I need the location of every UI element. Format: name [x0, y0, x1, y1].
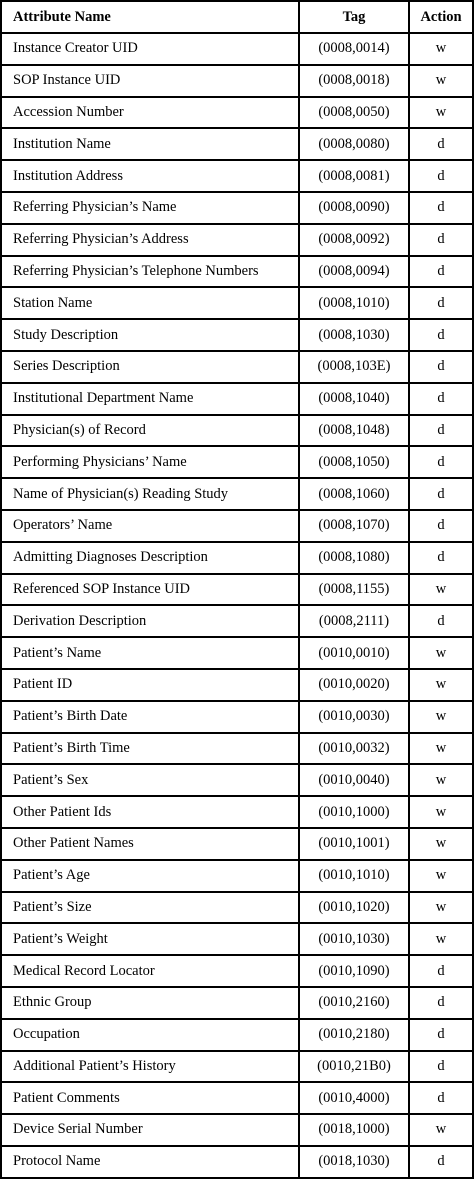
action-cell: d	[409, 287, 473, 319]
action-cell: d	[409, 351, 473, 383]
table-row	[1, 574, 473, 606]
action-cell: d	[409, 1051, 473, 1083]
tag-cell: (0008,0094)	[299, 256, 409, 288]
table-row	[1, 1114, 473, 1146]
action-cell: d	[409, 224, 473, 256]
table-row	[1, 351, 473, 383]
action-cell: w	[409, 828, 473, 860]
tag-cell: (0008,0050)	[299, 97, 409, 129]
attribute-name-cell: Derivation Description	[1, 605, 299, 637]
action-cell: d	[409, 415, 473, 447]
attribute-name-cell: Patient’s Name	[1, 637, 299, 669]
tag-cell: (0008,1155)	[299, 574, 409, 606]
table-row	[1, 733, 473, 765]
tag-cell: (0010,0010)	[299, 637, 409, 669]
attribute-name-cell: Station Name	[1, 287, 299, 319]
attribute-name-cell: Operators’ Name	[1, 510, 299, 542]
attribute-name-cell: Other Patient Names	[1, 828, 299, 860]
table-row	[1, 256, 473, 288]
table-row	[1, 128, 473, 160]
tag-cell: (0010,4000)	[299, 1082, 409, 1114]
tag-cell: (0008,0014)	[299, 33, 409, 65]
table-row	[1, 669, 473, 701]
action-cell: d	[409, 542, 473, 574]
tag-cell: (0010,0020)	[299, 669, 409, 701]
tag-cell: (0018,1000)	[299, 1114, 409, 1146]
table-row	[1, 97, 473, 129]
attribute-name-cell: Performing Physicians’ Name	[1, 446, 299, 478]
action-cell: d	[409, 1019, 473, 1051]
action-cell: d	[409, 605, 473, 637]
table-row	[1, 33, 473, 65]
tag-cell: (0010,0032)	[299, 733, 409, 765]
attribute-name-cell: Institution Address	[1, 160, 299, 192]
action-cell: w	[409, 1114, 473, 1146]
tag-cell: (0010,21B0)	[299, 1051, 409, 1083]
attribute-name-cell: Study Description	[1, 319, 299, 351]
table-row	[1, 637, 473, 669]
table-row	[1, 796, 473, 828]
header-tag: Tag	[299, 1, 409, 33]
table-row	[1, 955, 473, 987]
table-header-row	[1, 1, 473, 33]
tag-cell: (0010,1000)	[299, 796, 409, 828]
tag-cell: (0010,1090)	[299, 955, 409, 987]
table-row	[1, 65, 473, 97]
action-cell: w	[409, 637, 473, 669]
tag-cell: (0010,2180)	[299, 1019, 409, 1051]
table-row	[1, 224, 473, 256]
header-attribute-name: Attribute Name	[1, 1, 299, 33]
attribute-name-cell: Accession Number	[1, 97, 299, 129]
attribute-name-cell: Name of Physician(s) Reading Study	[1, 478, 299, 510]
table-row	[1, 192, 473, 224]
action-cell: d	[409, 987, 473, 1019]
action-cell: d	[409, 1146, 473, 1178]
table-row	[1, 287, 473, 319]
action-cell: d	[409, 510, 473, 542]
attribute-name-cell: Patient’s Size	[1, 892, 299, 924]
attribute-name-cell: Protocol Name	[1, 1146, 299, 1178]
action-cell: d	[409, 1082, 473, 1114]
attribute-name-cell: Referring Physician’s Address	[1, 224, 299, 256]
table-row	[1, 701, 473, 733]
action-cell: d	[409, 955, 473, 987]
table-row	[1, 415, 473, 447]
tag-cell: (0008,103E)	[299, 351, 409, 383]
tag-cell: (0008,1030)	[299, 319, 409, 351]
tag-cell: (0008,0080)	[299, 128, 409, 160]
tag-cell: (0008,1060)	[299, 478, 409, 510]
attribute-name-cell: Referring Physician’s Name	[1, 192, 299, 224]
tag-cell: (0010,0030)	[299, 701, 409, 733]
action-cell: w	[409, 892, 473, 924]
tag-cell: (0008,1070)	[299, 510, 409, 542]
action-cell: d	[409, 256, 473, 288]
tag-cell: (0010,0040)	[299, 764, 409, 796]
attribute-name-cell: Additional Patient’s History	[1, 1051, 299, 1083]
attribute-name-cell: Referenced SOP Instance UID	[1, 574, 299, 606]
table-row	[1, 923, 473, 955]
tag-cell: (0010,1010)	[299, 860, 409, 892]
action-cell: w	[409, 97, 473, 129]
tag-cell: (0010,1020)	[299, 892, 409, 924]
action-cell: w	[409, 669, 473, 701]
tag-cell: (0008,1050)	[299, 446, 409, 478]
attribute-name-cell: Institution Name	[1, 128, 299, 160]
tag-cell: (0008,1080)	[299, 542, 409, 574]
attribute-name-cell: Occupation	[1, 1019, 299, 1051]
attribute-name-cell: SOP Instance UID	[1, 65, 299, 97]
tag-cell: (0008,0081)	[299, 160, 409, 192]
attribute-name-cell: Institutional Department Name	[1, 383, 299, 415]
table-row	[1, 1082, 473, 1114]
action-cell: w	[409, 860, 473, 892]
table-row	[1, 828, 473, 860]
action-cell: w	[409, 574, 473, 606]
tag-cell: (0008,0090)	[299, 192, 409, 224]
tag-cell: (0008,0018)	[299, 65, 409, 97]
table-row	[1, 1019, 473, 1051]
action-cell: d	[409, 128, 473, 160]
table-row	[1, 605, 473, 637]
attribute-name-cell: Patient’s Sex	[1, 764, 299, 796]
action-cell: w	[409, 764, 473, 796]
table-row	[1, 446, 473, 478]
table-row	[1, 319, 473, 351]
tag-cell: (0010,1001)	[299, 828, 409, 860]
attribute-name-cell: Other Patient Ids	[1, 796, 299, 828]
table-row	[1, 383, 473, 415]
action-cell: w	[409, 33, 473, 65]
action-cell: d	[409, 192, 473, 224]
attribute-name-cell: Referring Physician’s Telephone Numbers	[1, 256, 299, 288]
attribute-name-cell: Patient’s Birth Date	[1, 701, 299, 733]
action-cell: w	[409, 733, 473, 765]
attribute-name-cell: Medical Record Locator	[1, 955, 299, 987]
table-row	[1, 510, 473, 542]
tag-cell: (0008,2111)	[299, 605, 409, 637]
table-row	[1, 892, 473, 924]
attribute-name-cell: Physician(s) of Record	[1, 415, 299, 447]
table-row	[1, 1146, 473, 1178]
table-row	[1, 478, 473, 510]
attribute-name-cell: Series Description	[1, 351, 299, 383]
attribute-name-cell: Patient’s Weight	[1, 923, 299, 955]
attribute-name-cell: Patient Comments	[1, 1082, 299, 1114]
attribute-name-cell: Ethnic Group	[1, 987, 299, 1019]
tag-cell: (0008,0092)	[299, 224, 409, 256]
action-cell: d	[409, 319, 473, 351]
attribute-name-cell: Admitting Diagnoses Description	[1, 542, 299, 574]
table-body	[1, 33, 473, 1178]
action-cell: d	[409, 446, 473, 478]
table-row	[1, 1051, 473, 1083]
attribute-name-cell: Device Serial Number	[1, 1114, 299, 1146]
attribute-name-cell: Patient ID	[1, 669, 299, 701]
attribute-name-cell: Patient’s Age	[1, 860, 299, 892]
attribute-name-cell: Instance Creator UID	[1, 33, 299, 65]
tag-cell: (0010,1030)	[299, 923, 409, 955]
action-cell: w	[409, 923, 473, 955]
table-row	[1, 764, 473, 796]
table-row	[1, 860, 473, 892]
attribute-name-cell: Patient’s Birth Time	[1, 733, 299, 765]
tag-cell: (0018,1030)	[299, 1146, 409, 1178]
action-cell: w	[409, 701, 473, 733]
table-row	[1, 160, 473, 192]
action-cell: d	[409, 478, 473, 510]
header-action: Action	[409, 1, 473, 33]
action-cell: d	[409, 160, 473, 192]
table-row	[1, 542, 473, 574]
action-cell: d	[409, 383, 473, 415]
tag-cell: (0010,2160)	[299, 987, 409, 1019]
tag-cell: (0008,1048)	[299, 415, 409, 447]
tag-cell: (0008,1010)	[299, 287, 409, 319]
action-cell: w	[409, 65, 473, 97]
tag-cell: (0008,1040)	[299, 383, 409, 415]
table-row	[1, 987, 473, 1019]
action-cell: w	[409, 796, 473, 828]
